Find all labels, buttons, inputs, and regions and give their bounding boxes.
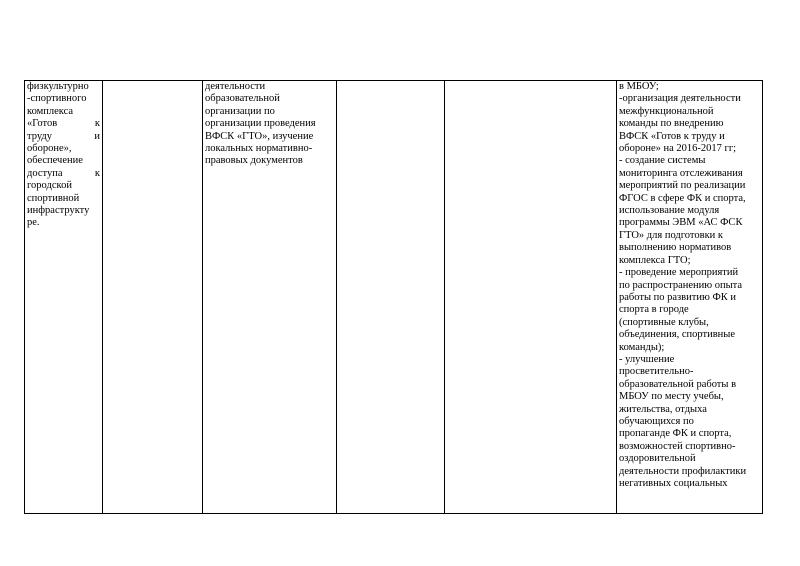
cell-line: образовательной [205,93,280,105]
cell-line: инфраструкту [27,205,90,217]
cell-line: межфункциональной [619,105,714,117]
cell-line: оздоровительной [619,453,696,465]
cell-line: доступа к [27,167,100,179]
document-table [24,80,763,514]
cell-line: объединения, спортивные [619,329,735,341]
cell-line: - проведение мероприятий [619,267,739,279]
cell-line: просветительно- [619,366,694,378]
cell-col-3 [203,81,337,514]
cell-line: городской [27,180,72,192]
cell-line: выполнению нормативов [619,242,732,254]
cell-line: ВФСК «ГТО», изучение [205,130,314,142]
cell-line: использование модуля [619,205,720,217]
cell-line: - создание системы [619,155,706,167]
cell-line: (спортивные клубы, [619,316,709,328]
cell-line: ре. [27,217,40,229]
cell-line: деятельности [205,81,266,92]
cell-line: локальных нормативно- [205,143,313,155]
cell-col-4 [337,81,445,514]
cell-line: команды по внедрению [619,118,724,130]
cell-line: работы по развитию ФК и [619,291,736,303]
cell-line: «Готов к [27,118,100,130]
cell-line: ГТО» для подготовки к [619,229,724,241]
cell-line: ВФСК «Готов к труду и [619,130,725,142]
cell-col-6 [617,81,763,514]
cell-line: -организация деятельности [619,93,741,105]
cell-col-1 [25,81,103,514]
cell-line: комплекса ГТО; [619,254,691,266]
cell-line: ФГОС в сфере ФК и спорта, [619,192,746,204]
cell-line: жительства, отдыха [619,403,707,415]
cell-line: программы ЭВМ «АС ФСК [619,217,743,229]
cell-line: МБОУ по месту учебы, [619,391,724,403]
cell-line: организации проведения [205,118,316,130]
cell-line: обороне», [27,143,72,155]
cell-line: возможностей спортивно- [619,440,736,452]
cell-line: правовых документов [205,155,303,167]
cell-line: труду и [27,130,100,142]
cell-col-2 [103,81,203,514]
cell-line: в МБОУ; [619,81,659,92]
cell-line: по распространению опыта [619,279,743,291]
cell-line: обеспечение [27,155,83,167]
cell-line: мониторинга отслеживания [619,167,743,179]
cell-line: спортивной [27,192,80,204]
cell-line: организации по [205,105,275,117]
cell-line: спорта в городе [619,304,689,316]
cell-line: пропаганде ФК и спорта, [619,428,732,440]
cell-line: негативных социальных [619,478,728,489]
cell-line: обучающихся по [619,415,694,427]
cell-line: физкультурно [27,81,89,92]
cell-line: мероприятий по реализации [619,180,746,192]
cell-line: комплекса [27,105,74,117]
cell-line: -спортивного [27,93,87,105]
cell-line: - улучшение [619,353,675,365]
cell-line: команды); [619,341,665,353]
cell-line: образовательной работы в [619,378,737,390]
cell-line: обороне» на 2016-2017 гг; [619,143,737,155]
table-row [25,81,763,514]
cell-col-5 [445,81,617,514]
cell-line: деятельности профилактики [619,465,747,477]
